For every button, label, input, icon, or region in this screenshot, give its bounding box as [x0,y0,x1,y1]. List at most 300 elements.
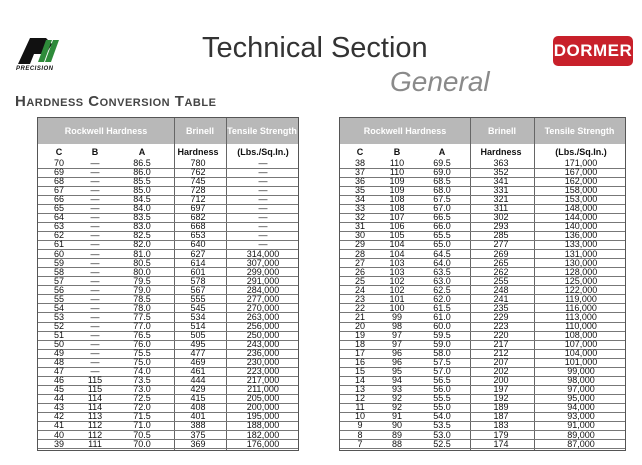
cell-brinell: 444 [190,375,206,386]
cell-a: 59.5 [433,329,451,340]
cell-tensile: 182,000 [246,429,280,440]
cell-c: 28 [354,248,365,259]
tensile-header: Tensile Strength [544,126,615,136]
cell-a: 75.0 [133,357,151,368]
cell-brinell: 174 [493,438,509,449]
cell-brinell: 207 [493,357,509,368]
cell-a: 67.5 [433,194,451,205]
cell-brinell: 614 [190,257,206,268]
cell-b: 110 [389,158,405,168]
cell-tensile: — [258,221,268,232]
cell-c: 40 [53,429,64,440]
cell-b: 102 [389,275,405,286]
cell-brinell: 331 [493,185,509,196]
cell-brinell: 262 [493,266,509,277]
cell-a: 80.5 [133,257,151,268]
cell-b: 102 [389,284,405,295]
cell-a: 65.0 [433,239,451,250]
cell-c: 42 [53,411,64,422]
cell-a: 75.5 [133,348,151,359]
cell-b: 94 [391,375,402,386]
col-tensile-unit-header: (Lbs./Sq.In.) [555,147,607,157]
cell-c: 24 [354,284,365,295]
cell-brinell: 302 [493,212,509,223]
cell-brinell: 653 [190,230,206,241]
cell-a: 84.5 [133,194,151,205]
cell-c: 53 [53,311,64,322]
cell-b: 89 [391,429,402,440]
cell-b: 111 [88,438,102,449]
cell-brinell: 277 [493,239,509,250]
cell-b: 96 [391,357,402,368]
cell-c: 58 [53,266,64,277]
cell-c: 26 [354,266,365,277]
cell-brinell: 197 [493,384,509,395]
col-a-header: A [138,147,146,157]
cell-brinell: 728 [190,185,206,196]
brinell-header: Brinell [185,126,214,136]
cell-tensile: 87,000 [567,438,595,449]
cell-c: 37 [354,167,365,178]
cell-brinell: 217 [493,339,509,349]
cell-a: 73.0 [133,384,151,395]
cell-b: — [90,302,100,313]
cell-b: — [90,257,100,268]
rockwell-header: Rockwell Hardness [363,126,447,136]
cell-tensile: 130,000 [564,257,598,268]
cell-tensile: 113,000 [565,311,597,322]
cell-tensile: 171,000 [564,158,598,168]
cell-b: — [90,203,100,214]
cell-c: 39 [53,438,64,449]
cell-a: 77.5 [133,311,151,322]
cell-tensile: — [258,203,268,214]
cell-b: 109 [389,176,405,187]
cell-brinell: 601 [190,266,206,277]
col-tensile-unit-header: (Lbs./Sq.In.) [237,147,289,157]
cell-c: 11 [355,402,365,413]
cell-c: 13 [354,384,365,395]
cell-a: 78.0 [133,302,151,313]
cell-b: 104 [389,239,405,250]
cell-tensile: 200,000 [246,402,280,413]
cell-tensile: 104,000 [564,348,598,359]
cell-c: 35 [354,185,365,196]
cell-brinell: 285 [493,230,509,241]
cell-a: 86.5 [133,158,151,168]
cell-brinell: 495 [190,339,206,349]
cell-c: 41 [53,420,64,431]
cell-a: 74.0 [133,366,151,377]
cell-b: 98 [391,320,402,331]
cell-brinell: 229 [493,311,509,322]
cell-brinell: 780 [190,158,206,168]
cell-c: 64 [53,212,64,223]
col-hardness-header: Hardness [177,147,219,157]
cell-c: 49 [53,348,64,359]
cell-c: 62 [53,230,64,241]
cell-b: 91 [391,411,402,422]
cell-b: — [90,348,100,359]
cell-a: 60.0 [433,320,451,331]
cell-brinell: 235 [493,302,509,313]
cell-c: 69 [53,167,64,178]
cell-tensile: 108,000 [564,329,598,340]
cell-tensile: — [258,185,268,196]
cell-b: 105 [389,230,405,241]
cell-tensile: 314,000 [246,248,280,259]
cell-b: 104 [389,248,405,259]
cell-tensile: 284,000 [246,284,280,295]
cell-tensile: — [258,158,268,168]
cell-a: 62.5 [433,284,451,295]
cell-a: 65.5 [433,230,451,241]
cell-brinell: 555 [190,293,206,304]
cell-brinell: 293 [493,221,509,232]
cell-a: 71.0 [133,420,151,431]
cell-tensile: 107,000 [564,339,598,349]
cell-c: 25 [354,275,365,286]
cell-c: 70 [53,158,64,168]
cell-tensile: 217,000 [246,375,280,386]
cell-tensile: 188,000 [246,420,280,431]
cell-tensile: 211,000 [247,384,279,395]
cell-tensile: 116,000 [565,302,597,313]
cell-c: 33 [354,203,365,214]
table-body [340,159,625,450]
cell-b: — [90,230,100,241]
cell-brinell: 578 [190,275,206,286]
cell-b: — [90,320,100,331]
cell-c: 29 [354,239,365,250]
cell-brinell: 567 [190,284,206,295]
cell-brinell: 192 [493,393,509,404]
cell-a: 64.0 [433,257,451,268]
cell-c: 10 [354,411,365,422]
cell-a: 76.0 [133,339,151,349]
conversion-table-left [37,117,299,451]
cell-c: 23 [354,293,365,304]
cell-brinell: 223 [493,320,509,331]
cell-c: 51 [53,329,64,340]
col-c-header: C [356,147,364,157]
cell-b: 95 [391,366,402,377]
cell-tensile: 140,000 [564,221,598,232]
cell-brinell: 311 [493,203,509,214]
col-b-header: B [393,147,401,157]
cell-b: 100 [389,302,405,313]
cell-b: — [90,266,100,277]
cell-brinell: 255 [493,275,509,286]
cell-brinell: 369 [190,438,206,449]
cell-a: 56.5 [433,375,451,386]
cell-c: 61 [53,239,64,250]
cell-a: 56.0 [433,384,451,395]
cell-tensile: 91,000 [567,420,595,431]
cell-tensile: 101,000 [564,357,598,368]
cell-a: 61.5 [433,302,451,313]
cell-a: 76.5 [133,329,151,340]
cell-brinell: 745 [190,176,206,187]
cell-a: 80.0 [133,266,151,277]
cell-tensile: 256,000 [246,320,280,331]
col-a-header: A [438,147,446,157]
cell-c: 50 [53,339,64,349]
cell-a: 79.0 [133,284,151,295]
cell-c: 43 [53,402,64,413]
cell-tensile: 119,000 [565,293,597,304]
cell-b: — [90,284,100,295]
table-body [38,159,298,450]
cell-b: — [90,167,100,178]
cell-brinell: 545 [190,302,206,313]
cell-brinell: 762 [190,167,206,178]
cell-b: — [90,212,100,223]
cell-tensile: 133,000 [564,239,598,250]
cell-a: 55.5 [433,393,451,404]
cell-a: 54.0 [433,411,451,422]
cell-tensile: 94,000 [567,402,595,413]
cell-brinell: 461 [190,366,206,377]
cell-tensile: 230,000 [246,357,280,368]
cell-tensile: 122,000 [564,284,598,295]
table-title: Hardness Conversion Table [15,93,217,110]
cell-tensile: 110,000 [565,320,597,331]
cell-tensile: — [258,230,268,241]
cell-brinell: 183 [493,420,509,431]
cell-tensile: 270,000 [246,302,280,313]
cell-a: 70.5 [133,429,151,440]
cell-tensile: 158,000 [564,185,598,196]
cell-b: 103 [389,257,405,268]
cell-brinell: 202 [493,366,509,377]
cell-c: 55 [53,293,64,304]
cell-b: 112 [87,429,103,440]
cell-tensile: 125,000 [564,275,598,286]
cell-a: 53.0 [433,429,451,440]
cell-c: 19 [354,329,365,340]
cell-a: 63.5 [433,266,451,277]
cell-a: 69.5 [433,158,451,168]
cell-a: 57.5 [433,357,451,368]
cell-a: 64.5 [433,248,451,259]
cell-b: 115 [87,384,103,395]
cell-b: 93 [391,384,402,395]
cell-tensile: 176,000 [246,438,280,449]
cell-b: — [90,239,100,250]
cell-a: 82.5 [133,230,151,241]
cell-c: 7 [357,438,363,449]
cell-b: — [90,158,100,168]
cell-a: 59.0 [433,339,451,349]
cell-b: 97 [391,329,402,340]
cell-tensile: 250,000 [246,329,280,340]
rockwell-header: Rockwell Hardness [64,126,148,136]
cell-b: 108 [389,194,405,205]
cell-b: 103 [389,266,405,277]
cell-a: 58.0 [433,348,451,359]
cell-tensile: 89,000 [567,429,595,440]
cell-brinell: 682 [190,212,206,223]
cell-c: 32 [354,212,365,223]
cell-b: 92 [391,402,402,413]
cell-b: 99 [391,311,402,322]
cell-b: — [90,221,100,232]
cell-tensile: 97,000 [567,384,595,395]
cell-tensile: — [258,167,268,178]
cell-a: 61.0 [433,311,451,322]
cell-a: 82.0 [133,239,151,250]
cell-a: 81.0 [133,248,151,259]
cell-b: — [90,275,100,286]
cell-tensile: — [258,239,268,250]
table-group-header [340,118,625,144]
cell-brinell: 375 [190,429,206,440]
cell-brinell: 265 [493,257,509,268]
table-group-header [38,118,298,144]
cell-b: — [90,176,100,187]
cell-tensile: 167,000 [564,167,598,178]
cell-brinell: 269 [493,248,509,259]
cell-c: 44 [53,393,64,404]
cell-b: — [90,311,100,322]
cell-c: 60 [53,248,64,259]
cell-b: 110 [389,167,405,178]
cell-a: 72.5 [133,393,151,404]
cell-c: 63 [53,221,64,232]
cell-tensile: 99,000 [567,366,595,377]
cell-tensile: 263,000 [246,311,280,322]
cell-tensile: 95,000 [567,393,595,404]
cell-tensile: 148,000 [564,203,598,214]
cell-b: 92 [391,393,402,404]
cell-tensile: 291,000 [246,275,280,286]
cell-a: 55.0 [433,402,451,413]
cell-a: 85.0 [133,185,151,196]
cell-c: 46 [53,375,64,386]
cell-a: 62.0 [433,293,451,304]
cell-c: 9 [357,420,363,431]
cell-a: 66.0 [433,221,451,232]
conversion-table-right [339,117,626,451]
cell-tensile: — [258,194,268,205]
cell-brinell: 534 [190,311,206,322]
cell-brinell: 401 [190,411,206,422]
cell-c: 12 [354,393,365,404]
cell-brinell: 388 [190,420,206,431]
brand-logo: DORMER [553,36,633,66]
cell-c: 30 [354,230,365,241]
cell-c: 67 [53,185,64,196]
cell-b: 114 [87,402,103,413]
cell-tensile: 131,000 [564,248,598,259]
cell-a: 72.0 [133,402,151,413]
cell-a: 77.0 [133,320,151,331]
cell-brinell: 514 [190,320,206,331]
cell-brinell: 352 [493,167,509,178]
cell-brinell: 469 [190,357,206,368]
cell-a: 70.0 [133,438,151,449]
cell-c: 27 [354,257,365,268]
cell-c: 65 [53,203,64,214]
cell-tensile: 223,000 [246,366,280,377]
cell-b: — [90,357,100,368]
cell-c: 54 [53,302,64,313]
cell-tensile: 153,000 [564,194,598,205]
cell-a: 86.0 [133,167,151,178]
cell-a: 73.5 [133,375,151,386]
cell-a: 52.5 [433,438,451,449]
cell-c: 18 [354,339,365,349]
tensile-header: Tensile Strength [227,126,297,136]
cell-brinell: 212 [493,348,509,359]
cell-tensile: 205,000 [246,393,280,404]
cell-c: 8 [357,429,363,440]
cell-b: — [90,194,100,205]
cell-c: 47 [53,366,64,377]
cell-b: — [90,329,100,340]
cell-b: — [90,248,100,259]
cell-c: 21 [354,311,365,322]
page-subtitle: General [390,66,490,97]
cell-a: 78.5 [133,293,151,304]
col-b-header: B [91,147,99,157]
cell-tensile: — [258,176,268,187]
cell-c: 38 [354,158,365,168]
cell-b: 113 [87,411,103,422]
cell-brinell: 321 [493,194,509,205]
cell-tensile: 98,000 [567,375,595,386]
cell-a: 67.0 [433,203,451,214]
cell-b: — [90,366,100,377]
cell-c: 36 [354,176,365,187]
col-hardness-header: Hardness [480,147,522,157]
cell-brinell: 187 [493,411,509,422]
cell-brinell: 697 [190,203,206,214]
cell-brinell: 477 [190,348,206,359]
cell-brinell: 712 [190,194,206,205]
brinell-header: Brinell [487,126,516,136]
cell-tensile: 136,000 [564,230,598,241]
cell-tensile: 162,000 [564,176,598,187]
cell-tensile: 195,000 [246,411,280,422]
cell-brinell: 640 [190,239,206,250]
cell-tensile: 236,000 [246,348,280,359]
cell-a: 63.0 [433,275,451,286]
table-row [340,440,625,450]
cell-a: 53.5 [433,420,451,431]
cell-a: 85.5 [133,176,151,187]
cell-c: 22 [354,302,365,313]
cell-b: 97 [391,339,402,349]
cell-b: 108 [389,203,405,214]
cell-b: 88 [391,438,402,449]
cell-brinell: 189 [493,402,509,413]
cell-brinell: 429 [190,384,206,395]
cell-c: 14 [354,375,365,386]
cell-tensile: — [258,212,268,223]
cell-b: 114 [87,393,103,404]
cell-c: 66 [53,194,64,205]
cell-b: 112 [87,420,103,431]
cell-b: 109 [389,185,405,196]
cell-c: 16 [354,357,365,368]
cell-tensile: 144,000 [564,212,598,223]
cell-tensile: 243,000 [246,339,280,349]
cell-brinell: 220 [493,329,509,340]
cell-a: 83.5 [133,212,151,223]
cell-c: 48 [53,357,64,368]
